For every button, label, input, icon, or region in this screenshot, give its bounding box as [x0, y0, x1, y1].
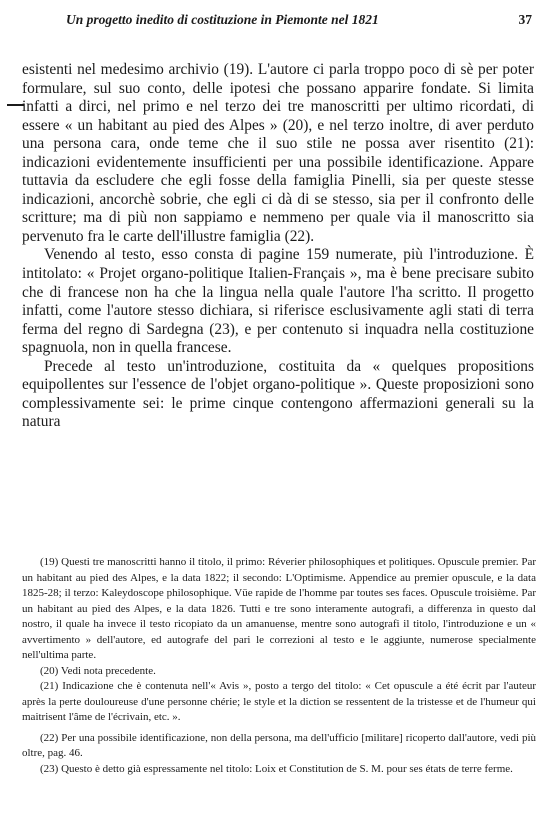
paragraph-1: esistenti nel medesimo archivio (19). L'autore ci parla troppo poco di sè per poter formulare, sul suo conto, delle ipotesi che possano apparire fondate. Si limita infatti a dirci, nel primo e nel terzo dei tre manoscritti per ultimo ricordati, di essere « un habitant au pied des Alpes » (20), e nel terzo inoltre, di aver perduto una persona cara, onde teme che il suo stile ne possa aver risentito (21): indicazioni evidentemente insufficienti per una possibile identificazione. Appare tuttavia da escludere che egli fosse della famiglia Pinelli, sia per queste stesse indicazioni, ancorchè sobrie, che egli ci dà di se stesso, sia per il confronto delle scritture; ma di più non sappiamo e nemmeno per quale via il manoscritto sia pervenuto fra le carte dell'illustre famiglia (22).	[22, 61, 534, 245]
running-title: Un progetto inedito di costituzione in Piemonte nel 1821	[66, 12, 379, 27]
footnote-22: (22) Per una possibile identificazione, non della persona, ma dell'ufficio [militare] ricoperto dall'autore, vedi più oltre, pag. 46.	[22, 731, 536, 759]
footnotes	[22, 555, 536, 777]
footnote-21: (21) Indicazione che è contenuta nell'« Avis », posto a tergo del titolo: « Cet opuscule a été écrit par l'auteur après la perte douloureuse d'une personne chérie; le style et la diction se ressentent de la tristesse et de l'humeur qui maitrisent l'âme de l'écrivain, etc. ».	[22, 680, 536, 723]
footnote-23: (23) Questo è detto già espressamente nel titolo: Loix et Constitution de S. M. pour ses états de terre ferme.	[40, 762, 513, 775]
running-header	[18, 10, 532, 32]
footnote-20: (20) Vedi nota precedente.	[40, 664, 156, 677]
body-text	[22, 61, 534, 432]
paragraph-2: Venendo al testo, esso consta di pagine 159 numerate, più l'introduzione. È intitolato: « Projet organo-politique Italien-Français », ma è bene precisare subito che di francese non ha che la lingua nella quale l'autore l'ha scritto. Il progetto infatti, come l'autore stesso dichiara, si riferisce esclusivamente agli stati di terra ferma del regno di Sardegna (23), e per contenuto si inquadra nella costituzione spagnuola, non in quella francese.	[22, 246, 534, 357]
page-number: 37	[518, 12, 532, 27]
paragraph-3: Precede al testo un'introduzione, costituita da « quelques propositions equipollentes sur l'essence de l'objet organo-politique ». Queste proposizioni sono complessivamente sei: le prime cinque contengono affermazioni generali su la natura	[22, 357, 534, 431]
footnote-19: (19) Questi tre manoscritti hanno il titolo, il primo: Réverier philosophiques et politiques. Opuscule premier. Par un habitant au pied des Alpes, e la data 1822; il secondo: L'Optimisme. Appendice au premier opuscule, e la data 1825-28; il terzo: Kaleydoscope philosophique. Vüe rapide de l'homme par toutes ses faces. Opuscule troisième. Par un habitant au pied des Alpes, e la data 1826. Tutti e tre sono interamente autografi, a differenza in questo dal nostro, il quale ha invece il testo ricopiato da un amanuense, mentre sono autografi il titolo, l'introduzione e un « avvertimento » dell'autore, ed autografe del pari le correzioni al testo e le aggiunte, numerose specialmente nell'ultima parte.	[22, 556, 536, 661]
